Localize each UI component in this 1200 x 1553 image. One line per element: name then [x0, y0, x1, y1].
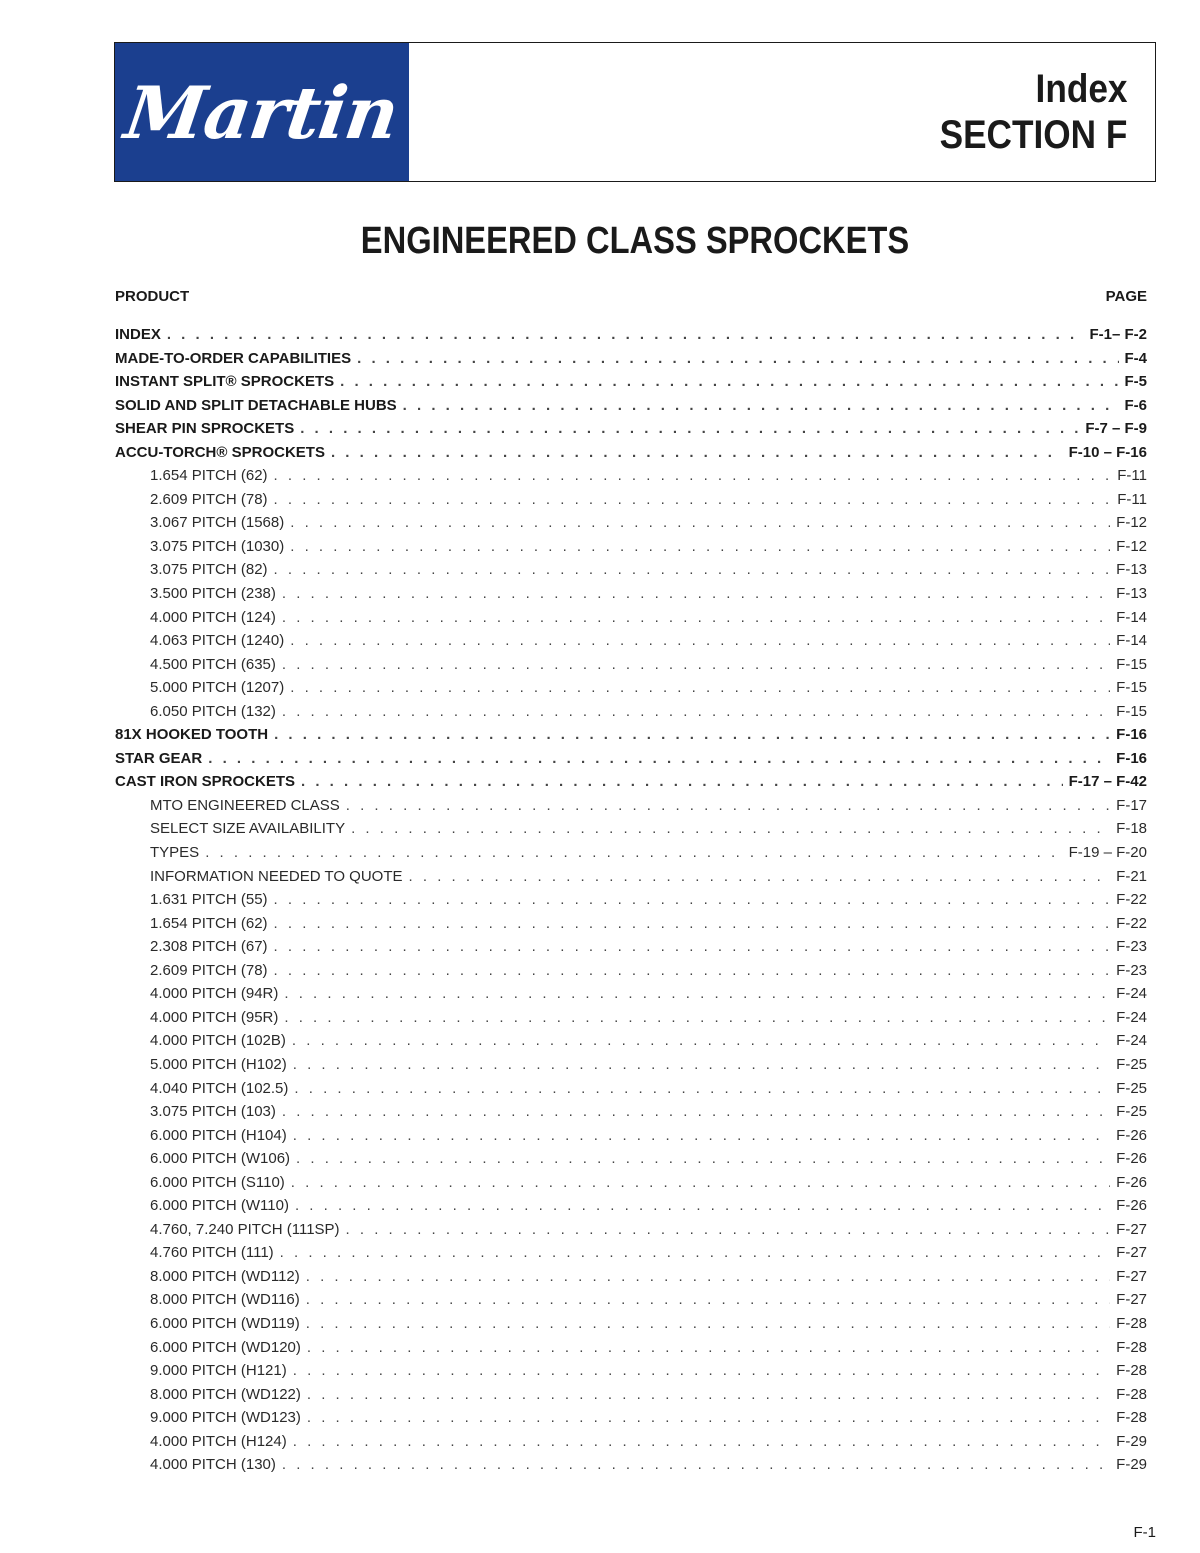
- toc-row: [115, 750, 1147, 774]
- toc-row: [115, 726, 1147, 750]
- toc-row: [115, 585, 1147, 609]
- dot-leader: [292, 1032, 1110, 1049]
- toc-row: [115, 444, 1147, 468]
- toc-entry-label: INDEX: [115, 326, 161, 343]
- dot-leader: [167, 326, 1084, 343]
- toc-entry-page: F-25: [1116, 1055, 1147, 1073]
- toc-entry-page: F-28: [1116, 1385, 1147, 1403]
- toc-entry-label: ACCU-TORCH® SPROCKETS: [115, 443, 325, 461]
- toc-entry-page: F-1– F-2: [1089, 326, 1147, 343]
- toc-row: [115, 844, 1147, 868]
- toc-entry-page: F-6: [1124, 396, 1147, 414]
- header-titles: [409, 43, 1155, 181]
- page-title: ENGINEERED CLASS SPROCKETS: [360, 220, 910, 262]
- toc-row: [115, 609, 1147, 633]
- toc-row: [115, 420, 1147, 444]
- toc-entry-page: F-14: [1116, 632, 1147, 650]
- column-header-product: PRODUCT: [115, 288, 190, 305]
- dot-leader: [290, 679, 1110, 696]
- toc-entry-label: 1.654 PITCH (62): [150, 914, 268, 932]
- dot-leader: [293, 1127, 1110, 1144]
- toc-entry-label: 9.000 PITCH (H121): [150, 1362, 287, 1380]
- toc-entry-label: 81X HOOKED TOOTH: [115, 726, 269, 744]
- toc-entry-label: 3.075 PITCH (82): [150, 561, 268, 579]
- toc-entry-label: 3.075 PITCH (103): [150, 1103, 276, 1121]
- toc-entry-label: 4.000 PITCH (102B): [150, 1032, 286, 1050]
- dot-leader: [208, 750, 1110, 767]
- dot-leader: [282, 1456, 1110, 1473]
- dot-leader: [282, 656, 1110, 673]
- toc-row: [115, 350, 1147, 374]
- toc-entry-page: F-27: [1116, 1267, 1147, 1285]
- toc-entry-page: F-23: [1116, 938, 1147, 956]
- dot-leader: [293, 1433, 1110, 1450]
- toc-row: [115, 1456, 1147, 1480]
- toc-entry-label: 3.075 PITCH (1030): [150, 537, 285, 555]
- toc-entry-label: 6.000 PITCH (S110): [150, 1173, 285, 1191]
- toc-entry-page: F-14: [1116, 608, 1147, 626]
- martin-logo: [115, 43, 409, 181]
- toc-entry-label: SHEAR PIN SPROCKETS: [115, 420, 295, 438]
- toc-entry-label: 2.609 PITCH (78): [150, 961, 268, 979]
- toc-entry-page: F-26: [1116, 1197, 1147, 1215]
- dot-leader: [282, 585, 1110, 602]
- toc-row: [115, 1244, 1147, 1268]
- toc-entry-label: 2.308 PITCH (67): [150, 938, 268, 956]
- toc-entry-page: F-15: [1116, 702, 1147, 720]
- table-of-contents: [115, 326, 1147, 1480]
- dot-leader: [284, 1009, 1110, 1026]
- toc-entry-page: F-18: [1116, 820, 1147, 838]
- toc-entry-label: MTO ENGINEERED CLASS: [150, 796, 340, 814]
- dot-leader: [357, 350, 1118, 367]
- toc-entry-page: F-19 – F-20: [1068, 844, 1147, 862]
- dot-leader: [274, 726, 1110, 743]
- header-title-section: SECTION F: [939, 113, 1127, 157]
- toc-row: [115, 985, 1147, 1009]
- toc-row: [115, 1174, 1147, 1198]
- toc-row: [115, 538, 1147, 562]
- dot-leader: [331, 444, 1063, 461]
- toc-row: [115, 679, 1147, 703]
- toc-entry-page: F-29: [1116, 1456, 1147, 1474]
- dot-leader: [282, 703, 1110, 720]
- toc-entry-label: 8.000 PITCH (WD112): [150, 1267, 300, 1285]
- dot-leader: [296, 1150, 1110, 1167]
- toc-row: [115, 1056, 1147, 1080]
- toc-row: [115, 1409, 1147, 1433]
- toc-entry-page: F-11: [1117, 467, 1147, 485]
- toc-entry-page: F-7 – F-9: [1085, 420, 1147, 438]
- toc-entry-label: 4.000 PITCH (H124): [150, 1432, 287, 1450]
- page-number: F-1: [1133, 1524, 1156, 1541]
- toc-row: [115, 938, 1147, 962]
- toc-entry-page: F-13: [1116, 561, 1147, 579]
- toc-entry-page: F-22: [1116, 914, 1147, 932]
- dot-leader: [301, 773, 1063, 790]
- toc-row: [115, 561, 1147, 585]
- toc-row: [115, 703, 1147, 727]
- toc-entry-page: F-5: [1124, 373, 1147, 391]
- toc-row: [115, 1009, 1147, 1033]
- toc-entry-page: F-11: [1117, 490, 1147, 508]
- toc-entry-page: F-24: [1116, 1008, 1147, 1026]
- toc-row: [115, 1291, 1147, 1315]
- toc-entry-page: F-27: [1116, 1220, 1147, 1238]
- toc-entry-page: F-22: [1116, 891, 1147, 909]
- toc-entry-label: CAST IRON SPROCKETS: [115, 773, 296, 791]
- dot-leader: [290, 514, 1110, 531]
- toc-row: [115, 773, 1147, 797]
- dot-leader: [300, 420, 1079, 437]
- dot-leader: [294, 1080, 1110, 1097]
- toc-entry-page: F-28: [1116, 1362, 1147, 1380]
- toc-row: [115, 1315, 1147, 1339]
- toc-row: [115, 1362, 1147, 1386]
- toc-entry-label: 3.500 PITCH (238): [150, 585, 276, 603]
- toc-entry-page: F-27: [1116, 1291, 1147, 1309]
- toc-row: [115, 326, 1147, 350]
- dot-leader: [306, 1315, 1110, 1332]
- toc-row: [115, 797, 1147, 821]
- dot-leader: [274, 891, 1111, 908]
- dot-leader: [274, 915, 1111, 932]
- toc-entry-page: F-15: [1116, 679, 1147, 697]
- toc-entry-label: 6.000 PITCH (WD119): [150, 1314, 300, 1332]
- toc-entry-page: F-12: [1116, 537, 1147, 555]
- dot-leader: [282, 609, 1110, 626]
- page-header: [114, 42, 1156, 182]
- toc-entry-label: 9.000 PITCH (WD123): [150, 1409, 301, 1427]
- toc-entry-label: 6.000 PITCH (H104): [150, 1126, 287, 1144]
- toc-entry-label: 6.000 PITCH (W106): [150, 1150, 291, 1168]
- toc-entry-page: F-21: [1116, 867, 1147, 885]
- dot-leader: [293, 1056, 1110, 1073]
- toc-row: [115, 1268, 1147, 1292]
- dot-leader: [274, 561, 1111, 578]
- toc-entry-label: INFORMATION NEEDED TO QUOTE: [150, 867, 403, 885]
- toc-row: [115, 467, 1147, 491]
- dot-leader: [274, 491, 1112, 508]
- toc-row: [115, 1221, 1147, 1245]
- toc-entry-label: 3.067 PITCH (1568): [150, 514, 285, 532]
- toc-entry-page: F-28: [1116, 1338, 1147, 1356]
- toc-entry-label: MADE-TO-ORDER CAPABILITIES: [115, 349, 352, 367]
- toc-entry-label: 2.609 PITCH (78): [150, 490, 268, 508]
- dot-leader: [346, 1221, 1111, 1238]
- dot-leader: [282, 1103, 1110, 1120]
- toc-entry-label: INSTANT SPLIT® SPROCKETS: [115, 373, 335, 391]
- dot-leader: [291, 1174, 1110, 1191]
- toc-entry-page: F-28: [1116, 1409, 1147, 1427]
- toc-row: [115, 1150, 1147, 1174]
- toc-entry-page: F-25: [1116, 1103, 1147, 1121]
- toc-row: [115, 1032, 1147, 1056]
- toc-row: [115, 868, 1147, 892]
- toc-entry-label: SELECT SIZE AVAILABILITY: [150, 820, 346, 838]
- toc-row: [115, 397, 1147, 421]
- toc-entry-page: F-23: [1116, 961, 1147, 979]
- dot-leader: [284, 985, 1110, 1002]
- dot-leader: [403, 397, 1119, 414]
- dot-leader: [290, 632, 1110, 649]
- toc-entry-label: 4.760 PITCH (111): [150, 1244, 274, 1262]
- toc-entry-label: SOLID AND SPLIT DETACHABLE HUBS: [115, 396, 397, 414]
- toc-entry-label: 1.654 PITCH (62): [150, 467, 268, 485]
- column-header-page: PAGE: [1105, 288, 1147, 305]
- toc-entry-label: 4.500 PITCH (635): [150, 655, 276, 673]
- logo-wordmark: Martin: [120, 69, 404, 155]
- toc-entry-page: F-17 – F-42: [1068, 773, 1147, 791]
- toc-entry-label: TYPES: [150, 844, 200, 862]
- dot-leader: [295, 1197, 1110, 1214]
- toc-row: [115, 962, 1147, 986]
- toc-entry-page: F-26: [1116, 1173, 1147, 1191]
- toc-row: [115, 1127, 1147, 1151]
- toc-entry-label: 4.000 PITCH (130): [150, 1456, 276, 1474]
- toc-entry-label: 4.000 PITCH (95R): [150, 1008, 279, 1026]
- toc-row: [115, 1103, 1147, 1127]
- toc-entry-label: 4.063 PITCH (1240): [150, 632, 285, 650]
- toc-entry-label: 4.760, 7.240 PITCH (111SP): [150, 1220, 340, 1238]
- toc-entry-page: F-27: [1116, 1244, 1147, 1262]
- dot-leader: [290, 538, 1110, 555]
- toc-row: [115, 1339, 1147, 1363]
- toc-entry-page: F-28: [1116, 1314, 1147, 1332]
- toc-entry-page: F-4: [1124, 349, 1147, 367]
- toc-entry-page: F-25: [1116, 1079, 1147, 1097]
- toc-entry-label: 4.000 PITCH (124): [150, 608, 276, 626]
- toc-entry-label: 5.000 PITCH (1207): [150, 679, 285, 697]
- header-title-index: Index: [1035, 67, 1127, 111]
- toc-entry-page: F-24: [1116, 985, 1147, 1003]
- toc-entry-page: F-16: [1116, 749, 1147, 767]
- toc-entry-label: 8.000 PITCH (WD122): [150, 1385, 301, 1403]
- toc-entry-label: 4.000 PITCH (94R): [150, 985, 279, 1003]
- toc-entry-page: F-26: [1116, 1150, 1147, 1168]
- toc-entry-label: 6.000 PITCH (WD120): [150, 1338, 301, 1356]
- toc-row: [115, 891, 1147, 915]
- dot-leader: [307, 1339, 1110, 1356]
- toc-row: [115, 1197, 1147, 1221]
- toc-entry-page: F-13: [1116, 585, 1147, 603]
- toc-entry-label: 8.000 PITCH (WD116): [150, 1291, 300, 1309]
- dot-leader: [274, 938, 1111, 955]
- toc-entry-page: F-24: [1116, 1032, 1147, 1050]
- dot-leader: [307, 1409, 1110, 1426]
- toc-row: [115, 514, 1147, 538]
- toc-entry-page: F-15: [1116, 655, 1147, 673]
- toc-entry-label: 1.631 PITCH (55): [150, 891, 268, 909]
- toc-entry-label: STAR GEAR: [115, 749, 203, 767]
- toc-row: [115, 915, 1147, 939]
- toc-row: [115, 491, 1147, 515]
- toc-entry-label: 5.000 PITCH (H102): [150, 1055, 287, 1073]
- dot-leader: [205, 844, 1062, 861]
- dot-leader: [274, 467, 1112, 484]
- toc-row: [115, 1080, 1147, 1104]
- toc-entry-label: 6.050 PITCH (132): [150, 702, 276, 720]
- toc-entry-page: F-29: [1116, 1432, 1147, 1450]
- toc-row: [115, 656, 1147, 680]
- dot-leader: [306, 1291, 1110, 1308]
- dot-leader: [409, 868, 1111, 885]
- dot-leader: [280, 1244, 1110, 1261]
- dot-leader: [293, 1362, 1110, 1379]
- toc-row: [115, 373, 1147, 397]
- toc-entry-page: F-26: [1116, 1126, 1147, 1144]
- toc-entry-page: F-10 – F-16: [1068, 443, 1147, 461]
- toc-entry-label: 4.040 PITCH (102.5): [150, 1079, 289, 1097]
- dot-leader: [346, 797, 1110, 814]
- toc-row: [115, 1386, 1147, 1410]
- dot-leader: [306, 1268, 1110, 1285]
- toc-row: [115, 632, 1147, 656]
- dot-leader: [340, 373, 1118, 390]
- dot-leader: [274, 962, 1111, 979]
- toc-row: [115, 1433, 1147, 1457]
- toc-entry-page: F-12: [1116, 514, 1147, 532]
- dot-leader: [351, 820, 1110, 837]
- dot-leader: [307, 1386, 1110, 1403]
- toc-entry-label: 6.000 PITCH (W110): [150, 1197, 289, 1215]
- toc-row: [115, 820, 1147, 844]
- toc-entry-page: F-17: [1116, 796, 1147, 814]
- toc-entry-page: F-16: [1116, 726, 1147, 744]
